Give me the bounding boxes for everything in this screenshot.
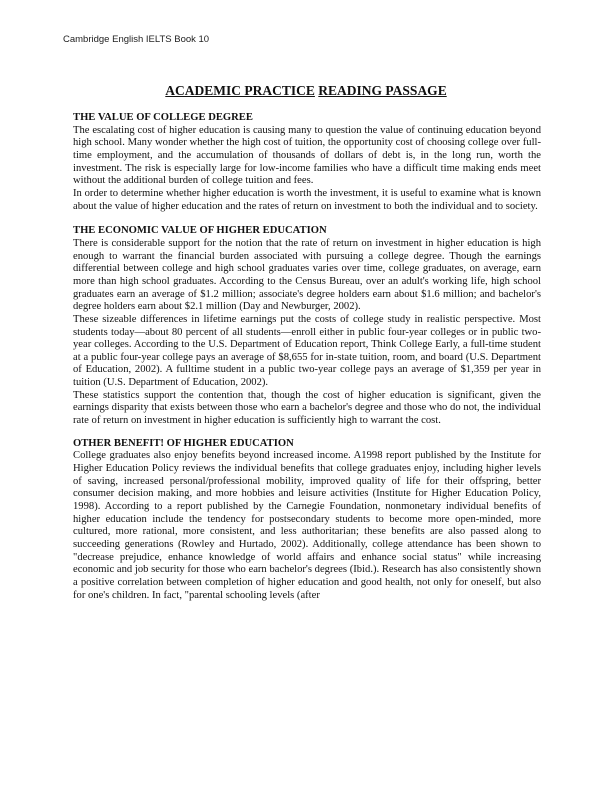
paragraph: These sizeable differences in lifetime earnings put the costs of college study in realistic perspective. Most students today—about 80 percent of all students—enroll either in public four-year colleges or in public two-year colleges. According to the U.S. Department of Education report, Think College Early, a full-time student at a public four-year college pays an average of $8,655 for in-state tuition, room, and board (U.S. Department of Education, 2002). A fulltime student in a public two-year college pays an average of $1,359 per year in tuition (U.S. Department of Education, 2002). (73, 313, 541, 389)
section-heading: OTHER BENEFIT! OF HIGHER EDUCATION (73, 437, 294, 449)
paragraph: The escalating cost of higher education is causing many to question the value of continuing education beyond high school. Many wonder whether the high cost of tuition, the opportunity cost of choosing college over full-time employment, and the accumulation of thousands of dollars of debt is, in the long run, worth the investment. The risk is especially large for low-income families who have a difficult time making ends meet without the additional burden of college tuition and fees. (73, 124, 541, 187)
passage-body (73, 112, 541, 602)
title-part-1: ACADEMIC PRACTICE (165, 83, 315, 98)
title-part-2: READING PASSAGE (318, 83, 447, 98)
paragraph: In order to determine whether higher education is worth the investment, it is useful to examine what is known about the value of higher education and the rates of return on investment to both the individual and to society. (73, 187, 541, 212)
running-header: Cambridge English IELTS Book 10 (63, 34, 210, 45)
section-heading: THE VALUE OF COLLEGE DEGREE (73, 112, 253, 123)
paragraph: College graduates also enjoy benefits beyond increased income. A1998 report published by the Institute for Higher Education Policy reviews the individual benefits that college graduates enjoy, including higher levels of saving, increased personal/professional mobility, improved quality of life for their offspring, better consumer decision making, and more hobbies and leisure activities (Institute for Higher Education Policy, 1998). According to a report published by the Carnegie Foundation, nonmonetary individual benefits of higher education include the tendency for postsecondary students to become more open-minded, more cultured, more rational, more consistent, and less authoritarian; these benefits are also passed along to succeeding generations (Rowley and Hurtado, 2002). Additionally, college attendance has been shown to "decrease prejudice, enhance knowledge of world affairs and enhance social status" while increasing economic and job security for those who earn bachelor's degrees (Ibid.). Research has also consistently shown a positive correlation between completion of higher education and good health, not only for oneself, but also for one's children. In fact, "parental schooling levels (after (73, 450, 541, 601)
paragraph: These statistics support the contention that, though the cost of higher education is significant, given the earnings disparity that exists between those who earn a bachelor's degree and those who do not, the individual rate of return on investment in higher education is sufficiently high to warrant the cost. (73, 389, 541, 427)
page-title (0, 83, 612, 99)
paragraph: There is considerable support for the notion that the rate of return on investment in higher education is high enough to warrant the financial burden associated with pursuing a college degree. Though the earnings differential between college and high school graduates varies over time, college graduates, on average, earn more than high school graduates. According to the Census Bureau, over an adult's working life, high school graduates earn an average of $1.2 million; associate's degree holders earn about $1.6 million; and bachelor's degree holders earn about $2.1 million (Day and Newburger, 2002). (73, 237, 541, 313)
section-heading: THE ECONOMIC VALUE OF HIGHER EDUCATION (73, 225, 327, 237)
